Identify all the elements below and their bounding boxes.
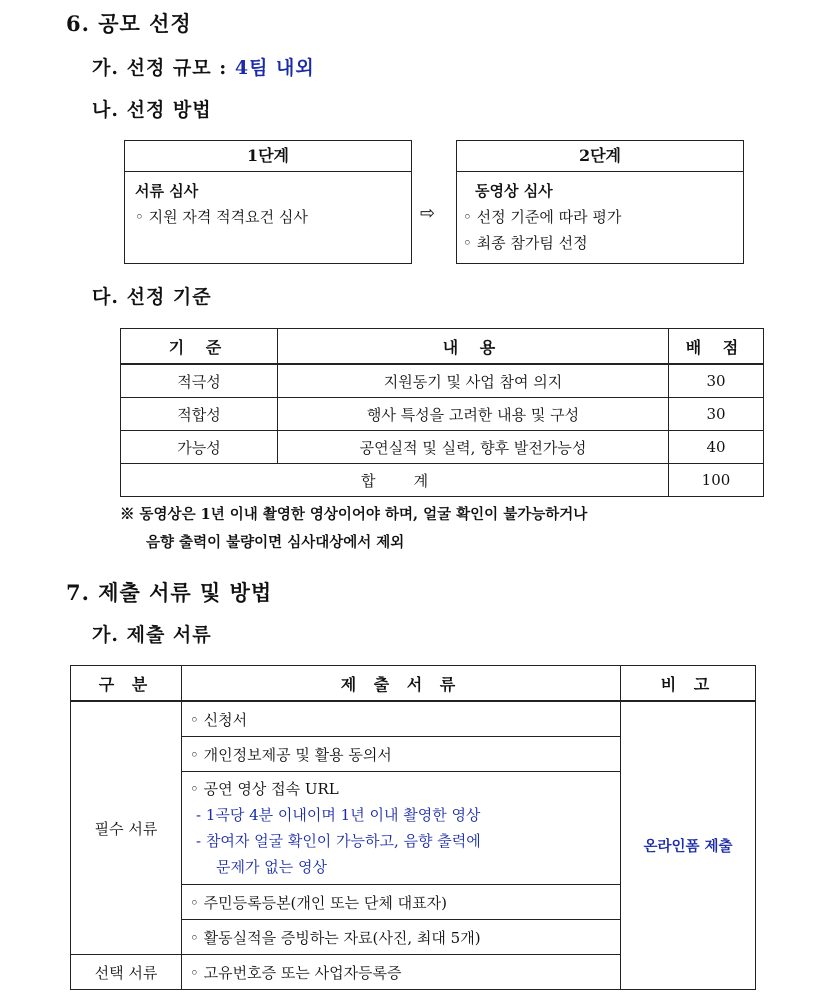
table-row bbox=[121, 431, 764, 464]
arrow-right-icon: ⇨ bbox=[420, 203, 436, 224]
required-label: 필수 서류 bbox=[71, 701, 182, 955]
url-requirement-2-cont: 문제가 없는 영상 bbox=[216, 858, 327, 876]
content-cell: 지원동기 및 사업 참여 의지 bbox=[278, 364, 669, 398]
url-requirement-1: - 1곡당 4분 이내이며 1년 이내 촬영한 영상 bbox=[196, 806, 481, 824]
required-item: ◦ 활동실적을 증빙하는 자료(사진, 최대 5개) bbox=[182, 920, 621, 955]
selection-scale-label: 가. 선정 규모 : bbox=[92, 57, 235, 79]
stage2-title: 동영상 심사 bbox=[475, 182, 553, 200]
total-row bbox=[121, 464, 764, 497]
table-row bbox=[121, 364, 764, 398]
table-row bbox=[71, 701, 756, 737]
url-requirement-2: - 참여자 얼굴 확인이 가능하고, 음향 출력에 bbox=[196, 832, 481, 850]
documents-title: 가. 제출 서류 bbox=[92, 624, 212, 646]
table-row bbox=[121, 398, 764, 431]
stage2-item: ◦ 최종 참가팀 선정 bbox=[463, 234, 588, 252]
optional-item: ◦ 고유번호증 또는 사업자등록증 bbox=[182, 955, 621, 990]
stage2-item: ◦ 선정 기준에 따라 평가 bbox=[463, 208, 622, 226]
note-line-1: ※ 동영상은 1년 이내 촬영한 영상이어야 하며, 얼굴 확인이 불가능하거나 bbox=[120, 506, 588, 523]
required-item: ◦ 주민등록등본(개인 또는 단체 대표자) bbox=[182, 885, 621, 920]
score-cell: 30 bbox=[669, 364, 764, 398]
score-cell: 30 bbox=[669, 398, 764, 431]
content-cell: 공연실적 및 실력, 향후 발전가능성 bbox=[278, 431, 669, 464]
content-cell: 행사 특성을 고려한 내용 및 구성 bbox=[278, 398, 669, 431]
docs-header: 비 고 bbox=[621, 666, 756, 702]
documents-table bbox=[70, 665, 756, 990]
criterion-cell: 적합성 bbox=[121, 398, 278, 431]
docs-header: 제 출 서 류 bbox=[182, 666, 621, 702]
criterion-cell: 가능성 bbox=[121, 431, 278, 464]
selection-scale bbox=[92, 53, 315, 80]
stage2-header: 2단계 bbox=[457, 141, 743, 172]
criteria-header: 기 준 bbox=[121, 329, 278, 365]
required-item: ◦ 신청서 bbox=[182, 701, 621, 737]
criterion-cell: 적극성 bbox=[121, 364, 278, 398]
stage1-box bbox=[124, 140, 412, 264]
criteria-header: 내 용 bbox=[278, 329, 669, 365]
stage1-header: 1단계 bbox=[125, 141, 411, 172]
selection-scale-value: 4팀 내외 bbox=[234, 57, 315, 79]
stage2-box bbox=[456, 140, 744, 264]
remark-cell: 온라인폼 제출 bbox=[621, 701, 756, 990]
section7-title: 7. 제출 서류 및 방법 bbox=[66, 580, 273, 605]
section6-title: 6. 공모 선정 bbox=[66, 11, 192, 36]
docs-header: 구 분 bbox=[71, 666, 182, 702]
stage1-item: ◦ 지원 자격 적격요건 심사 bbox=[135, 208, 308, 226]
criteria-header: 배 점 bbox=[669, 329, 764, 365]
score-cell: 40 bbox=[669, 431, 764, 464]
total-label: 합 계 bbox=[121, 464, 669, 497]
selection-method-title: 나. 선정 방법 bbox=[92, 99, 212, 121]
total-score: 100 bbox=[669, 464, 764, 497]
criteria-table bbox=[120, 328, 764, 497]
selection-criteria-title: 다. 선정 기준 bbox=[92, 286, 212, 308]
required-item: ◦ 개인정보제공 및 활용 동의서 bbox=[182, 737, 621, 772]
url-item-cell bbox=[182, 772, 621, 885]
stage1-title: 서류 심사 bbox=[135, 182, 199, 200]
note-line-2: 음향 출력이 불량이면 심사대상에서 제외 bbox=[146, 534, 405, 551]
optional-label: 선택 서류 bbox=[71, 955, 182, 990]
required-item: ◦ 공연 영상 접속 URL bbox=[190, 780, 339, 798]
